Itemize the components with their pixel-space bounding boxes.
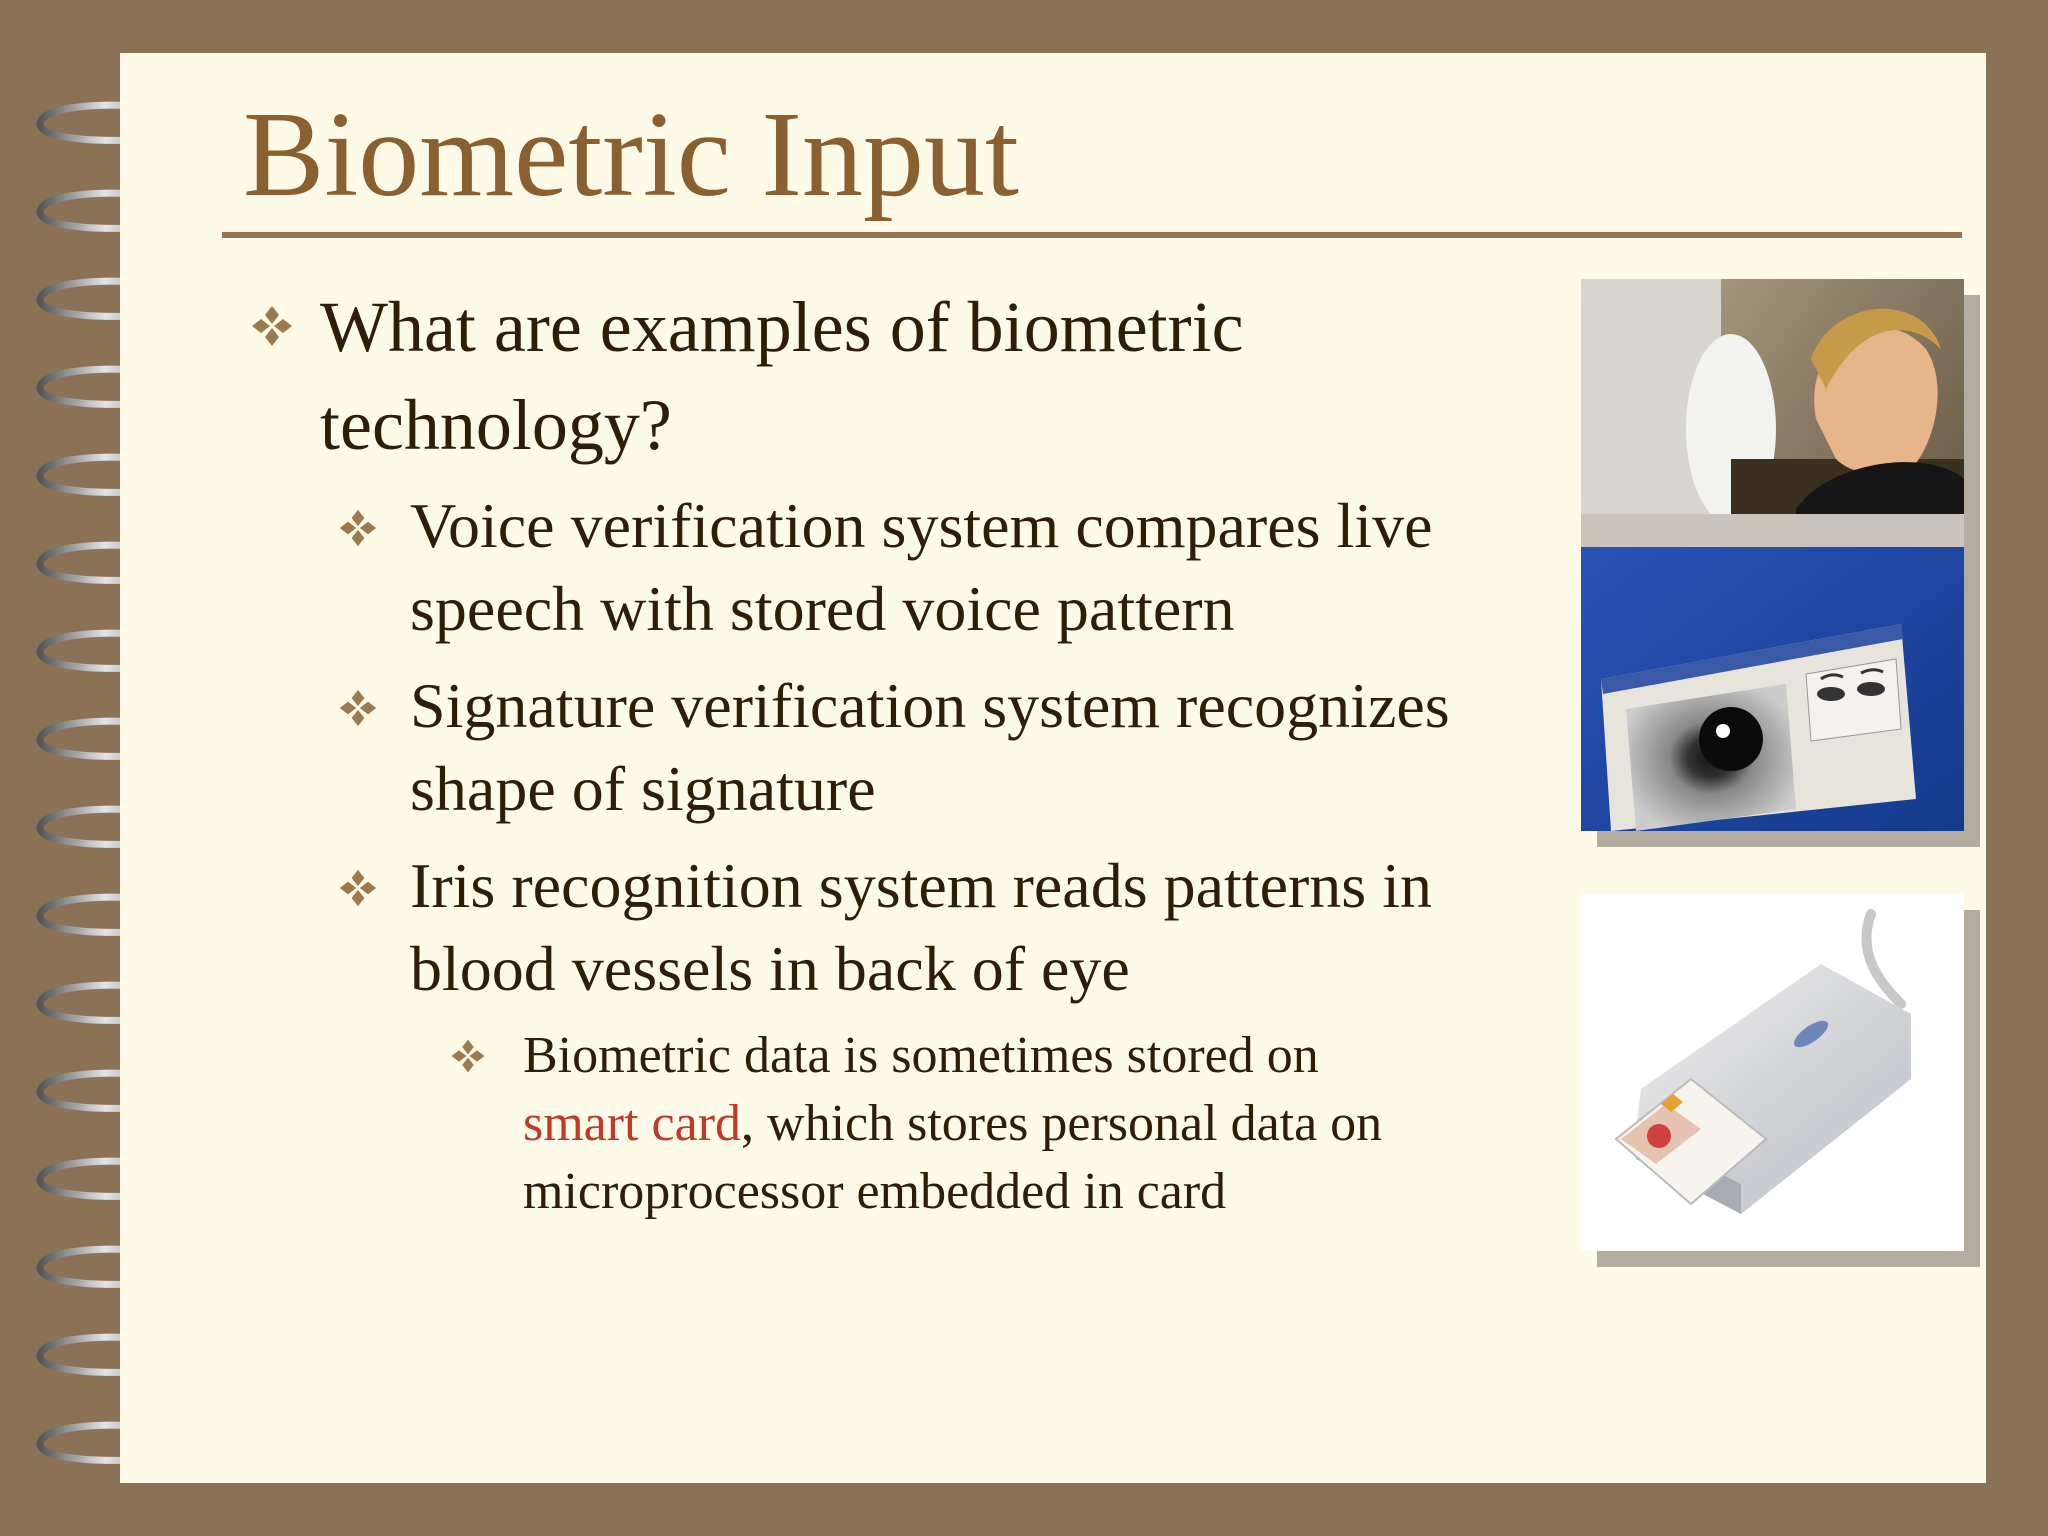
bullet-line: What are examples of biometric	[320, 287, 1244, 367]
bullet-line: Signature verification system recognizes	[410, 670, 1450, 741]
iris-scan-photo	[1581, 279, 1964, 831]
bullet-voice-verification	[410, 484, 1433, 650]
bullet-line	[523, 1090, 1382, 1158]
bullet-signature-verification	[410, 664, 1450, 830]
slide-title: Biometric Input	[243, 87, 1019, 222]
bullet-iris-recognition	[410, 844, 1432, 1010]
smart-card-link[interactable]: smart card	[523, 1095, 742, 1152]
bullet-line: microprocessor embedded in card	[523, 1163, 1227, 1220]
bullet-diamond-icon	[450, 1038, 486, 1074]
bullet-diamond-icon	[338, 508, 378, 548]
bullet-line: Voice verification system compares live	[410, 490, 1433, 561]
bullet-line: Iris recognition system reads patterns in	[410, 850, 1432, 921]
bullet-diamond-icon	[338, 868, 378, 908]
bullet-line: shape of signature	[410, 753, 876, 824]
bullet-line-rest: , which stores personal data on	[741, 1095, 1383, 1152]
bullet-line: technology?	[320, 385, 672, 465]
bullet-diamond-icon	[250, 304, 294, 348]
bullet-smart-card	[523, 1022, 1382, 1226]
bullet-line: blood vessels in back of eye	[410, 933, 1130, 1004]
bullet-line: Biometric data is sometimes stored on	[523, 1027, 1319, 1084]
title-underline	[222, 232, 1962, 238]
bullet-diamond-icon	[338, 688, 378, 728]
bullet-biometric-examples	[320, 278, 1244, 474]
smart-card-reader-photo	[1581, 894, 1964, 1251]
bullet-line: speech with stored voice pattern	[410, 573, 1235, 644]
